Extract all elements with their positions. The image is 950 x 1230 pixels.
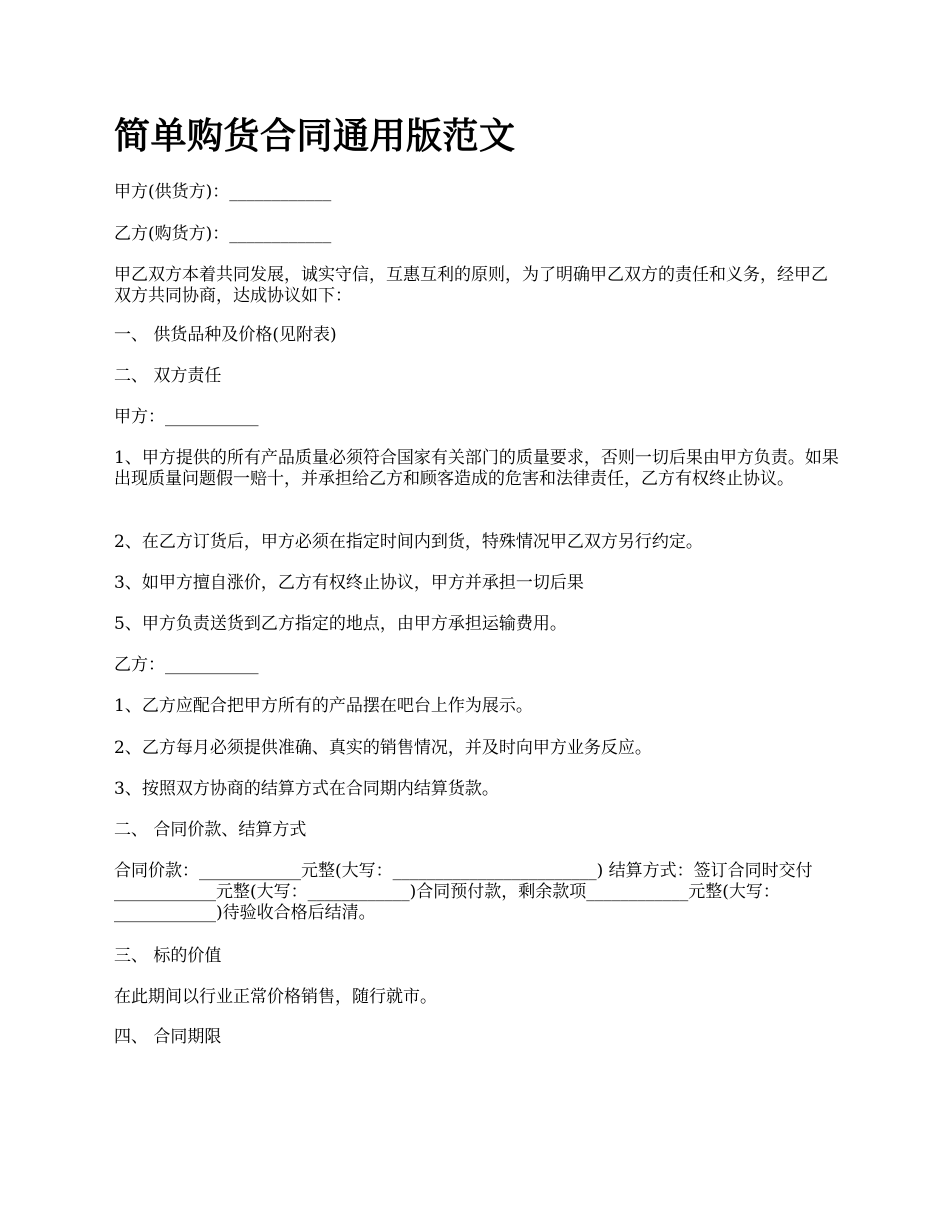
party-b-clause-2: 2、乙方每月必须提供准确、真实的销售情况，并及时向甲方业务反应。 — [114, 738, 652, 758]
party-a-label: 甲方：___________ — [114, 407, 259, 427]
section-heading-subject-value: 三、 标的价值 — [114, 946, 222, 966]
preamble-paragraph: 甲乙双方本着共同发展，诚实守信，互惠互利的原则，为了明确甲乙双方的责任和义务，经甲乙双方共同协商，达成协议如下： — [114, 265, 828, 306]
party-b-clause-1: 1、乙方应配合把甲方所有的产品摆在吧台上作为展示。 — [114, 696, 533, 716]
party-a-clause-1: 1、甲方提供的所有产品质量必须符合国家有关部门的质量要求，否则一切后果由甲方负责。如果出现质量问题假一赔十，并承担给乙方和顾客造成的危害和法律责任，乙方有权终止协议。 — [114, 448, 839, 489]
section-heading-contract-term: 四、 合同期限 — [114, 1027, 222, 1047]
party-b-clause-3: 3、按照双方协商的结算方式在合同期内结算货款。 — [114, 779, 499, 799]
price-settlement-paragraph: 合同价款：____________元整(大写：________________________) 结算方式：签订合同时交付____________元整(大写：____________)合同预付款，剩余款项____________元整(大写：____________)待验收合格后结清。 — [114, 861, 813, 923]
subject-value-paragraph: 在此期间以行业正常价格销售，随行就市。 — [114, 987, 437, 1007]
party-b-label: 乙方：___________ — [114, 655, 259, 675]
party-a-clause-5: 5、甲方负责送货到乙方指定的地点，由甲方承担运输费用。 — [114, 614, 567, 634]
party-a-clause-2: 2、在乙方订货后，甲方必须在指定时间内到货，特殊情况甲乙双方另行约定。 — [114, 532, 703, 552]
section-heading-supply-items: 一、 供货品种及价格(见附表) — [114, 325, 337, 345]
section-heading-responsibilities: 二、 双方责任 — [114, 366, 222, 386]
section-heading-price-settlement: 二、 合同价款、结算方式 — [114, 820, 307, 840]
document-title: 简单购货合同通用版范文 — [114, 115, 516, 157]
party-a-supplier-line: 甲方(供货方)：____________ — [114, 182, 332, 202]
party-a-clause-3: 3、如甲方擅自涨价，乙方有权终止协议，甲方并承担一切后果 — [114, 573, 584, 593]
party-b-buyer-line: 乙方(购货方)：____________ — [114, 224, 332, 244]
